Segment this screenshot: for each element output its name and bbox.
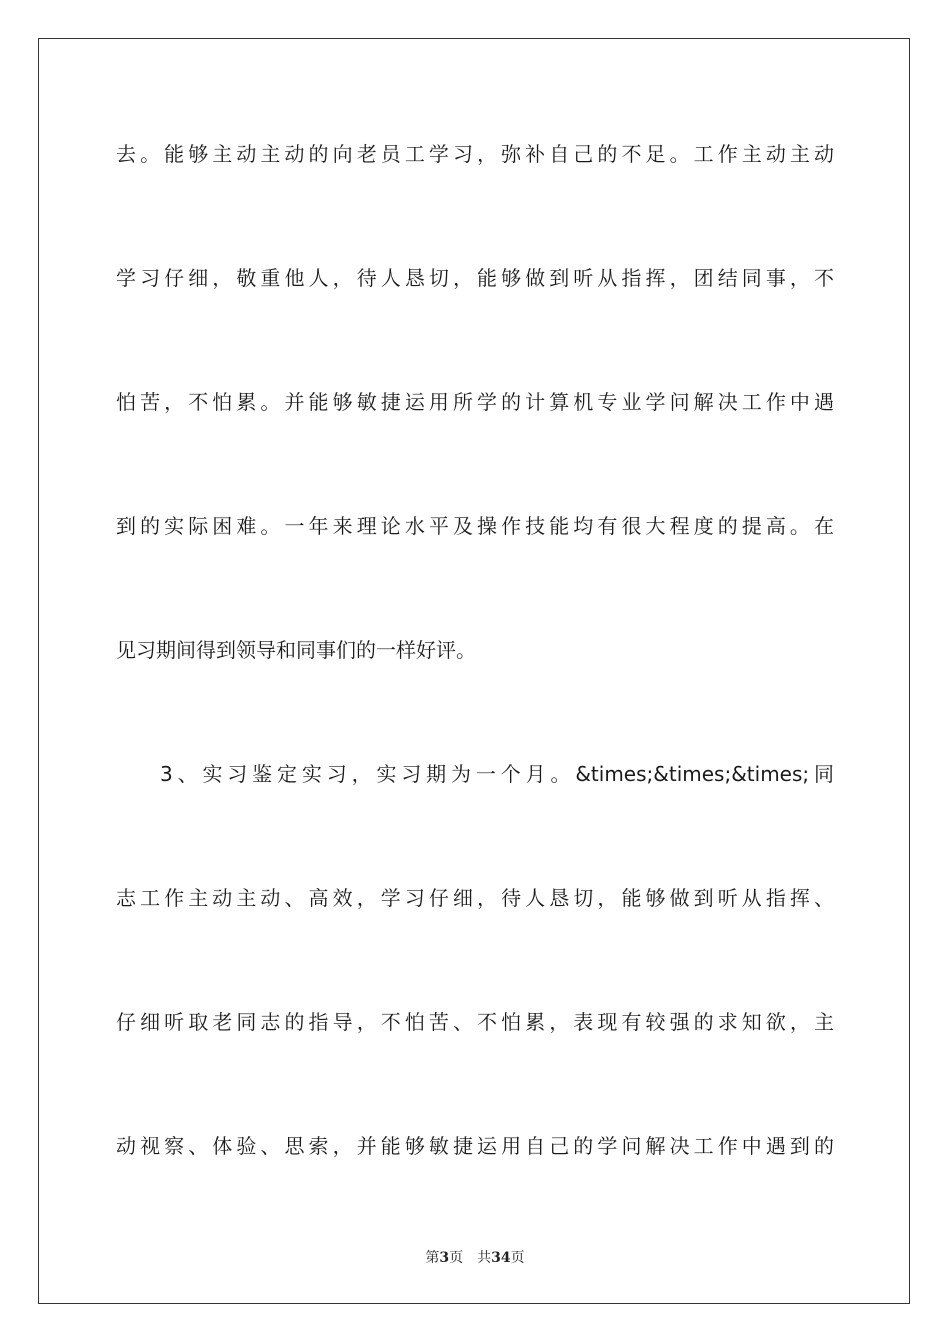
footer-suffix: 页 <box>510 1250 525 1266</box>
page-number-footer <box>0 1248 950 1268</box>
text-line-6: 3、实习鉴定实习，实习期为一个月。&times;&times;&times;同 <box>160 762 834 786</box>
text-line-4: 到的实际困难。一年来理论水平及操作技能均有很大程度的提高。在 <box>116 514 834 538</box>
page-border <box>38 38 910 1304</box>
footer-prefix: 第 <box>425 1250 440 1266</box>
footer-current-page: 3 <box>439 1250 450 1266</box>
text-line-8: 仔细听取老同志的指导，不怕苦、不怕累，表现有较强的求知欲，主 <box>116 1010 834 1034</box>
text-line-2: 学习仔细，敬重他人，待人恳切，能够做到听从指挥，团结同事，不 <box>116 266 834 290</box>
text-line-3: 怕苦，不怕累。并能够敏捷运用所学的计算机专业学问解决工作中遇 <box>116 390 834 414</box>
text-line-5: 见习期间得到领导和同事们的一样好评。 <box>116 638 476 662</box>
text-line-7: 志工作主动主动、高效，学习仔细，待人恳切，能够做到听从指挥、 <box>116 886 834 910</box>
footer-middle: 页 共 <box>449 1250 492 1266</box>
footer-total-pages: 34 <box>491 1250 511 1266</box>
text-line-1: 去。能够主动主动的向老员工学习，弥补自己的不足。工作主动主动 <box>116 142 834 166</box>
text-line-9: 动视察、体验、思索，并能够敏捷运用自己的学问解决工作中遇到的 <box>116 1134 834 1158</box>
